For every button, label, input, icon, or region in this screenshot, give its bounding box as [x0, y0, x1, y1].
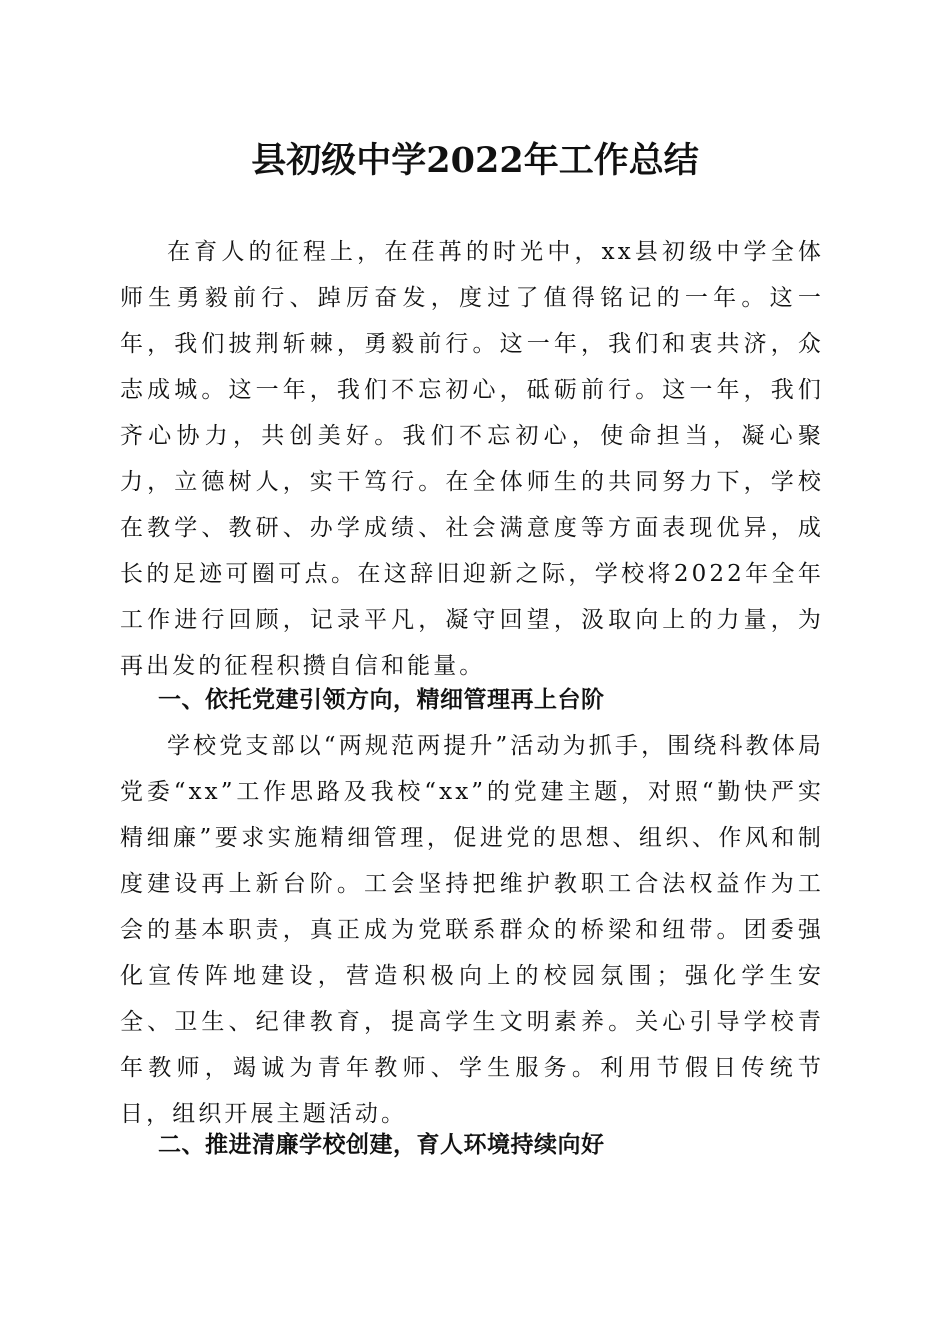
section-heading-2: 二、推进清廉学校创建，育人环境持续向好	[158, 1132, 605, 1158]
section-heading-1: 一、依托党建引领方向，精细管理再上台阶	[158, 687, 605, 713]
section1-paragraph: 学校党支部以“两规范两提升”活动为抓手，围绕科教体局党委“xx”工作思路及我校“xx”的党建主题，对照“勤快严实精细廉”要求实施精细管理，促进党的思想、组织、作风和制度建设再上新台阶。工会坚持把维护教职工合法权益作为工会的基本职责，真正成为党联系群众的桥梁和纽带。团委强化宣传阵地建设，营造积极向上的校园氛围；强化学生安全、卫生、纪律教育，提高学生文明素养。关心引导学校青年教师，竭诚为青年教师、学生服务。利用节假日传统节日，组织开展主题活动。	[120, 733, 824, 1127]
document-title: 县初级中学2022年工作总结	[251, 140, 699, 181]
intro-paragraph: 在育人的征程上，在荏苒的时光中，xx县初级中学全体师生勇毅前行、踔厉奋发，度过了值得铭记的一年。这一年，我们披荆斩棘，勇毅前行。这一年，我们和衷共济，众志成城。这一年，我们不忘初心，砥砺前行。这一年，我们齐心协力，共创美好。我们不忘初心，使命担当，凝心聚力，立德树人，实干笃行。在全体师生的共同努力下，学校在教学、教研、办学成绩、社会满意度等方面表现优异，成长的足迹可圈可点。在这辞旧迎新之际，学校将2022年全年工作进行回顾，记录平凡，凝守回望，汲取向上的力量，为再出发的征程积攒自信和能量。	[120, 239, 824, 679]
